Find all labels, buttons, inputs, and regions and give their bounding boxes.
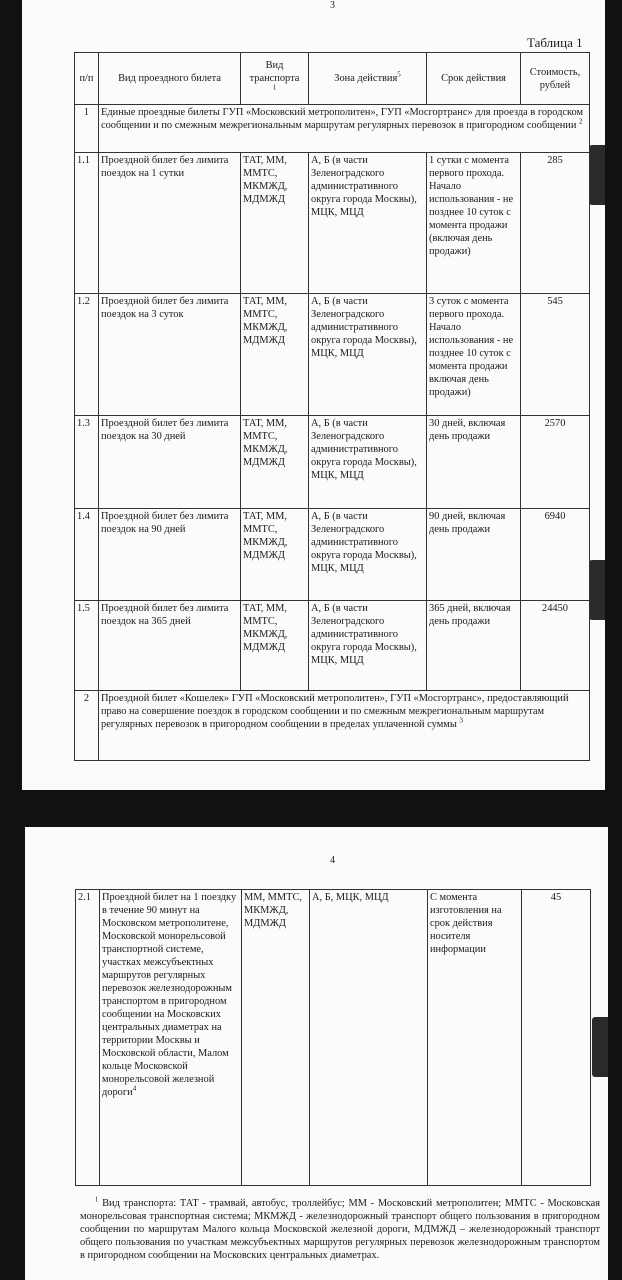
table-caption: Таблица 1 (527, 35, 583, 50)
row-transport: ТАТ, ММ, ММТС, МКМЖД, МДМЖД (241, 601, 309, 691)
row-num: 1.3 (75, 416, 99, 509)
tariff-table (74, 52, 590, 761)
tariff-table-continued (75, 889, 591, 1186)
row-ticket: Проездной билет без лимита поездок на 365 дней (99, 601, 241, 691)
table-row (75, 509, 590, 601)
row-num: 1.1 (75, 153, 99, 294)
header-ticket-type: Вид проездного билета (99, 53, 241, 105)
row-price: 24450 (521, 601, 590, 691)
row-zone: А, Б, МЦК, МЦД (310, 890, 428, 1186)
row-zone: А, Б (в части Зеленоградского административного округа города Москвы), МЦК, МЦД (309, 294, 427, 416)
row-price: 2570 (521, 416, 590, 509)
row-num: 1.5 (75, 601, 99, 691)
row-ticket: Проездной билет без лимита поездок на 90 дней (99, 509, 241, 601)
row-ticket: Проездной билет без лимита поездок на 30 дней (99, 416, 241, 509)
row-ticket: Проездной билет на 1 поездку в течение 90 минут на Московском метрополитене, Московской монорельсовой транспортной системе, участках межсубъектных маршрутов регулярных перевозок железнодорожным транспортом в пригородном сообщении на Московских центральных диаметрах на территории Москвы и Московской области, Малом кольце Московской монорельсовой железной дороги$^4$ (100, 890, 242, 1186)
row-ticket: Проездной билет без лимита поездок на 3 суток (99, 294, 241, 416)
row-period: 30 дней, включая день продажи (427, 416, 521, 509)
row-price: 545 (521, 294, 590, 416)
row-price: 285 (521, 153, 590, 294)
table-row (75, 294, 590, 416)
row-num: 1.4 (75, 509, 99, 601)
side-tab (589, 145, 605, 205)
header-transport: Вид транспорта $^1$ (241, 53, 309, 105)
table-header-row (75, 53, 590, 105)
section-row (75, 691, 590, 761)
row-ticket: Проездной билет без лимита поездок на 1 сутки (99, 153, 241, 294)
header-zone: Зона действия$^5$ (309, 53, 427, 105)
row-period: С момента изготовления на срок действия носителя информации (428, 890, 522, 1186)
page-number: 3 (330, 0, 335, 11)
page-number: 4 (330, 855, 335, 866)
side-tab (592, 1017, 608, 1077)
document-page-3 (22, 0, 605, 790)
row-transport: ТАТ, ММ, ММТС, МКМЖД, МДМЖД (241, 509, 309, 601)
header-price: Стоимость, рублей (521, 53, 590, 105)
row-num: 2.1 (76, 890, 100, 1186)
row-transport: ТАТ, ММ, ММТС, МКМЖД, МДМЖД (241, 153, 309, 294)
section-num: 2 (75, 691, 99, 761)
section-title: Единые проездные билеты ГУП «Московский метрополитен», ГУП «Мосгортранс» для проезда в городском сообщении и по смежным межрегиональным маршрутам регулярных перевозок в пригородном сообщении $^2$ (99, 105, 590, 153)
row-transport: ММ, ММТС, МКМЖД, МДМЖД (242, 890, 310, 1186)
row-price: 6940 (521, 509, 590, 601)
row-zone: А, Б (в части Зеленоградского административного округа города Москвы), МЦК, МЦД (309, 416, 427, 509)
row-zone: А, Б (в части Зеленоградского административного округа города Москвы), МЦК, МЦД (309, 509, 427, 601)
row-price: 45 (522, 890, 591, 1186)
header-num: п/п (75, 53, 99, 105)
table-row (76, 890, 591, 1186)
row-transport: ТАТ, ММ, ММТС, МКМЖД, МДМЖД (241, 416, 309, 509)
row-period: 1 сутки с момента первого прохода. Начало использования - не позднее 10 суток с момента продажи (включая день продажи) (427, 153, 521, 294)
row-num: 1.2 (75, 294, 99, 416)
table-row (75, 416, 590, 509)
section-num: 1 (75, 105, 99, 153)
table-row (75, 601, 590, 691)
row-zone: А, Б (в части Зеленоградского административного округа города Москвы), МЦК, МЦД (309, 153, 427, 294)
table-row (75, 153, 590, 294)
row-zone: А, Б (в части Зеленоградского административного округа города Москвы), МЦК, МЦД (309, 601, 427, 691)
section-title: Проездной билет «Кошелек» ГУП «Московский метрополитен», ГУП «Мосгортранс», предоставляющий право на совершение поездок в городском сообщении и по смежным межрегиональным маршрутам регулярных перевозок в пригородном сообщении в пределах уплаченной суммы $^3$ (99, 691, 590, 761)
document-page-4 (25, 827, 608, 1280)
row-period: 365 дней, включая день продажи (427, 601, 521, 691)
side-tab (589, 560, 605, 620)
section-row (75, 105, 590, 153)
header-period: Срок действия (427, 53, 521, 105)
row-period: 3 суток с момента первого прохода. Начало использования - не позднее 10 суток с момента продажи включая день продажи) (427, 294, 521, 416)
row-period: 90 дней, включая день продажи (427, 509, 521, 601)
row-transport: ТАТ, ММ, ММТС, МКМЖД, МДМЖД (241, 294, 309, 416)
footnote: $^1$ Вид транспорта: ТАТ - трамвай, автобус, троллейбус; ММ - Московский метрополитен; ММТС - Московская монорельсовая транспортная система; МКМЖД - железнодорожный транспорт общего пользования в пригородном сообщении по маршрутам Малого кольца Московской железной дороги, МДМЖД – железнодорожный транспорт общего пользования по участкам межсубъектных маршрутов регулярных перевозок железнодорожным транспортом в пригородном сообщении на Московских центральных диаметрах. (80, 1195, 601, 1261)
